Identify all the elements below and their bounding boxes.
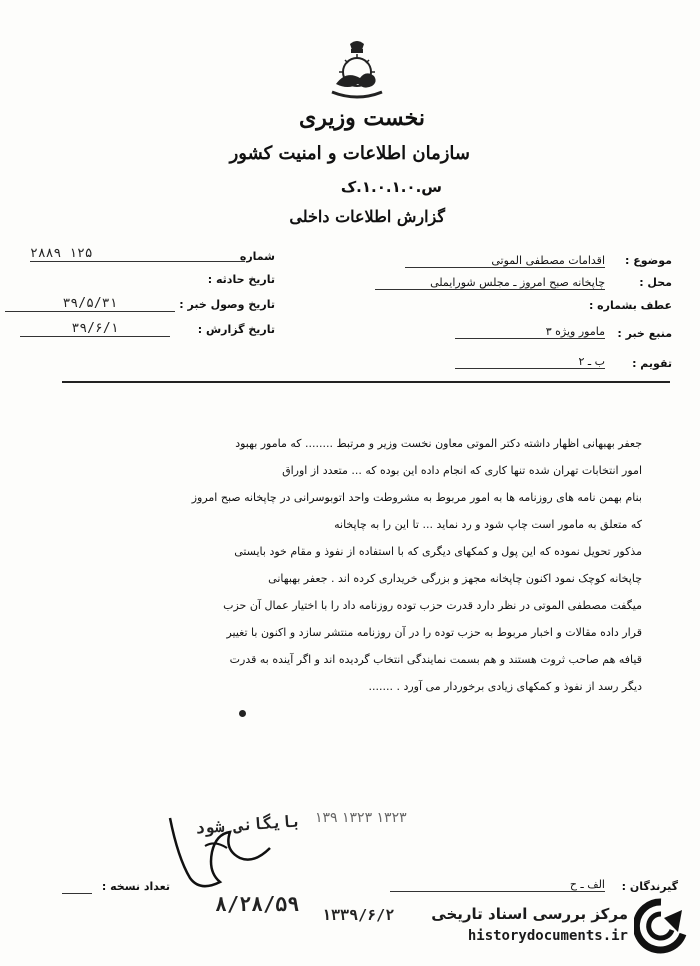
body-line: قرار داده مقالات و اخبار مربوط به حزب توده را در آن روزنامه منتشر سازد و اکنون با تغییر [226, 626, 642, 639]
archive-logo-icon [634, 898, 688, 954]
handwritten-number: ۸/۲۸/۵۹ [215, 892, 300, 916]
receivers-value: الف ـ ح [390, 878, 605, 892]
evaluation-value: ب ـ ۲ [455, 355, 605, 369]
number-value: ۲۸۸۹ ۱۲۵ [30, 246, 245, 262]
incident-date-label: تاریخ حادثه : [207, 273, 275, 286]
faint-stamp-text: ۱۳۹ ۱۳۲۳ ۱۳۲۳ [315, 810, 407, 826]
handwritten-archive-note: بایگانی شود [194, 811, 302, 838]
organization-code: س.۱.۰.۱.۰.ک [340, 178, 442, 196]
subject-value: اقدامات مصطفی الموتی [405, 254, 605, 268]
body-line: قیافه هم صاحب ثروت هستند و هم بسمت نمایندگی انتخاب گردیده اند و اگر آینده به قدرت [229, 653, 642, 666]
ministry-title: نخست وزیری [299, 105, 425, 131]
source-label: منبع خبر : [617, 327, 672, 340]
reference-label: عطف بشماره : [588, 299, 672, 312]
report-type-title: گزارش اطلاعات داخلی [289, 207, 445, 226]
copies-line [62, 893, 92, 894]
source-value: مامور ویژه ۳ [455, 325, 605, 339]
stamp-number: ۱۳۳۹/۶/۲ [322, 906, 395, 924]
body-line: دیگر رسد از نفوذ و کمکهای زیادی برخوردار می آورد . ....... [368, 680, 642, 693]
header-divider [62, 381, 670, 383]
body-line: میگفت مصطفی الموتی در نظر دارد قدرت حزب توده روزنامه داد را با اختیار عمال آن حزب [223, 599, 642, 612]
evaluation-label: تقویم : [632, 357, 672, 370]
copies-label: تعداد نسخه : [101, 880, 170, 893]
watermark-url: historydocuments.ir [467, 928, 628, 944]
subject-label: موضوع : [625, 254, 672, 267]
body-line: مذکور تحویل نموده که این پول و کمکهای دیگری که با استفاده از نفوذ و مقام خود بایستی [234, 545, 642, 558]
place-label: محل : [639, 276, 672, 289]
watermark-org-name: مرکز بررسی اسناد تاریخی [431, 905, 628, 923]
body-line: امور انتخابات تهران شده تنها کاری که انجام داده این بوده که ... متعدد از اوراق [282, 464, 642, 477]
number-label: شماره [239, 250, 275, 263]
body-line: جعفر بهبهانی اظهار داشته دکتر الموتی معاون نخست وزیر و مرتبط ........ که مامور بهبود [235, 437, 642, 450]
place-value: چاپخانه صبح امروز ـ مجلس شورایملی [375, 276, 605, 290]
body-line: بنام بهمن نامه های روزنامه ها به امور مربوط به مشروطت واحد اتوبوسرانی در چاپخانه صبح امروز [191, 491, 642, 504]
body-line: چاپخانه کوچک نمود اکنون چاپخانه مجهز و بزرگی خریداری کرده اند . جعفر بهبهانی [268, 572, 642, 585]
report-date-label: تاریخ گزارش : [197, 323, 275, 336]
receipt-date-label: تاریخ وصول خبر : [179, 298, 275, 311]
report-date-value: ۳۹/۶/۱ [20, 321, 170, 337]
receipt-date-value: ۳۹/۵/۳۱ [5, 296, 175, 312]
signature-scribble-icon [165, 808, 285, 893]
bullet-dot [239, 710, 246, 717]
lion-and-sun-emblem-icon [328, 38, 386, 100]
organization-title: سازمان اطلاعات و امنیت کشور [229, 143, 470, 164]
body-line: که متعلق به مامور است چاپ شود و رد نماید ... تا این را به چاپخانه [334, 518, 642, 531]
receivers-label: گیرندگان : [621, 880, 678, 893]
